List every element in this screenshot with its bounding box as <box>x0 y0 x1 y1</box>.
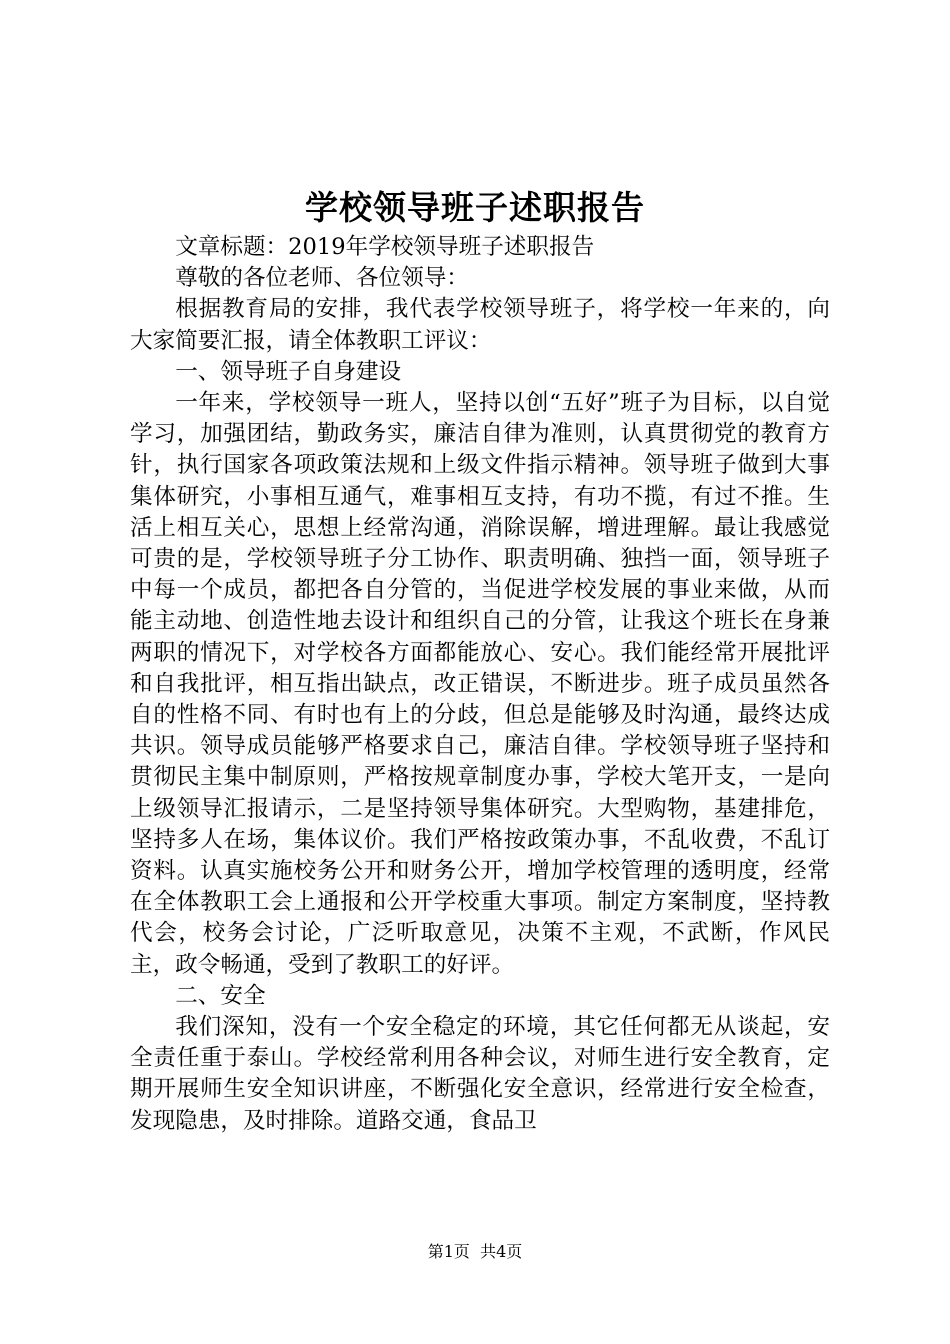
section-heading-2: 二、安全 <box>175 982 266 1009</box>
intro-paragraph: 根据教育局的安排，我代表学校领导班子，将学校一年来的，向大家简要汇报，请全体教职工评议： <box>130 296 830 354</box>
page-number: 第1页 <box>427 1242 470 1261</box>
page-footer <box>0 1240 950 1264</box>
page-total: 共4页 <box>480 1242 523 1261</box>
page-title: 学校领导班子述职报告 <box>305 188 645 227</box>
section-1-paragraph: 一年来，学校领导一班人，坚持以创“五好”班子为目标，以自觉学习，加强团结，勤政务实，廉洁自律为准则，认真贯彻党的教育方针，执行国家各项政策法规和上级文件指示精神。领导班子做到大事集体研究，小事相互通气，难事相互支持，有功不揽，有过不推。生活上相互关心，思想上经常沟通，消除误解，增进理解。最让我感觉可贵的是，学校领导班子分工协作、职责明确、独挡一面，领导班子中每一个成员，都把各自分管的，当促进学校发展的事业来做，从而能主动地、创造性地去设计和组织自己的分管，让我这个班长在身兼两职的情况下，对学校各方面都能放心、安心。我们能经常开展批评和自我批评，相互指出缺点，改正错误，不断进步。班子成员虽然各自的性格不同、有时也有上的分歧，但总是能够及时沟通，最终达成共识。领导成员能够严格要求自己，廉洁自律。学校领导班子坚持和贯彻民主集中制原则，严格按规章制度办事，学校大笔开支，一是向上级领导汇报请示，二是坚持领导集体研究。大型购物，基建排危，坚持多人在场，集体议价。我们严格按政策办事，不乱收费，不乱订资料。认真实施校务公开和财务公开，增加学校管理的透明度，经常在全体教职工会上通报和公开学校重大事项。制定方案制度，坚持教代会，校务会讨论，广泛听取意见，决策不主观，不武断，作风民主，政令畅通，受到了教职工的好评。 <box>130 390 830 978</box>
document-body <box>130 232 830 1137</box>
section-heading-1: 一、领导班子自身建设 <box>175 358 402 385</box>
salutation: 尊敬的各位老师、各位领导： <box>175 265 469 292</box>
section-2-paragraph: 我们深知，没有一个安全稳定的环境，其它任何都无从谈起，安全责任重于泰山。学校经常利用各种会议，对师生进行安全教育，定期开展师生安全知识讲座，不断强化安全意识，经常进行安全检查，发现隐患，及时排除。道路交通，食品卫 <box>130 1014 830 1134</box>
article-title-line: 文章标题：2019年学校领导班子述职报告 <box>175 234 595 260</box>
